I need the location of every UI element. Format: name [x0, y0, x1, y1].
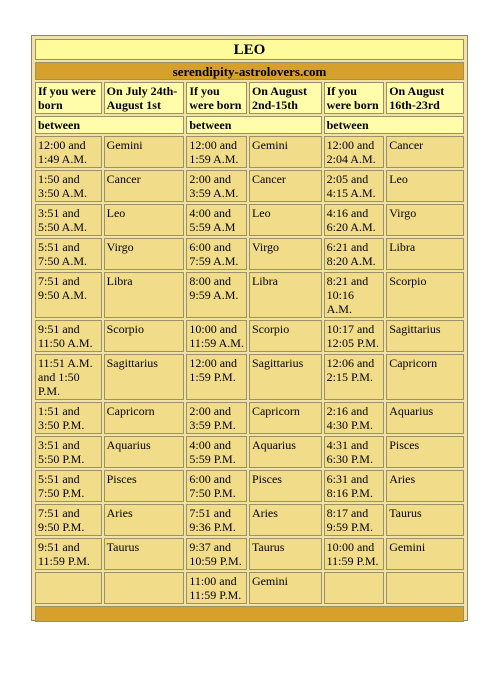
time-range-3 [324, 572, 385, 604]
header-period-3: On August 16th-23rd [386, 82, 464, 114]
sign-2: Taurus [249, 538, 322, 570]
sign-3: Libra [386, 238, 464, 270]
table-row [35, 170, 464, 202]
time-range-1: 12:00 and 1:49 A.M. [35, 136, 102, 168]
table-row [35, 470, 464, 502]
sign-2: Leo [249, 204, 322, 236]
table-row [35, 436, 464, 468]
time-range-2: 12:00 and 1:59 P.M. [186, 354, 247, 400]
time-range-3: 6:21 and 8:20 A.M. [324, 238, 385, 270]
sign-3: Aquarius [386, 402, 464, 434]
time-range-2: 4:00 and 5:59 P.M. [186, 436, 247, 468]
time-range-1: 3:51 and 5:50 P.M. [35, 436, 102, 468]
sign-2: Libra [249, 272, 322, 318]
time-range-2: 2:00 and 3:59 A.M. [186, 170, 247, 202]
sign-3: Cancer [386, 136, 464, 168]
time-range-1 [35, 572, 102, 604]
sign-2: Cancer [249, 170, 322, 202]
sign-3: Pisces [386, 436, 464, 468]
between-row [35, 116, 464, 134]
sign-2: Aquarius [249, 436, 322, 468]
time-range-3: 8:21 and 10:16 A.M. [324, 272, 385, 318]
sign-3: Sagittarius [386, 320, 464, 352]
sign-1: Leo [104, 204, 185, 236]
time-range-2: 6:00 and 7:50 P.M. [186, 470, 247, 502]
between-label-3: between [324, 116, 464, 134]
table-row [35, 204, 464, 236]
site-name: serendipity-astrolovers.com [35, 62, 464, 80]
table-row [35, 136, 464, 168]
sign-3: Aries [386, 470, 464, 502]
time-range-3: 8:17 and 9:59 P.M. [324, 504, 385, 536]
table-row [35, 320, 464, 352]
sign-1: Cancer [104, 170, 185, 202]
table-row [35, 504, 464, 536]
time-range-2: 11:00 and 11:59 P.M. [186, 572, 247, 604]
sign-3: Leo [386, 170, 464, 202]
header-born-3: If you were born [324, 82, 385, 114]
table-row [35, 402, 464, 434]
title-row [35, 39, 464, 60]
sign-1: Virgo [104, 238, 185, 270]
time-range-2: 6:00 and 7:59 A.M. [186, 238, 247, 270]
sign-3: Capricorn [386, 354, 464, 400]
footer-row [35, 606, 464, 622]
sign-2: Sagittarius [249, 354, 322, 400]
sign-3: Virgo [386, 204, 464, 236]
between-label-2: between [186, 116, 321, 134]
sign-1: Aries [104, 504, 185, 536]
site-row [35, 62, 464, 80]
header-row [35, 82, 464, 114]
sign-2: Virgo [249, 238, 322, 270]
time-range-3: 10:17 and 12:05 P.M. [324, 320, 385, 352]
time-range-3: 10:00 and 11:59 P.M. [324, 538, 385, 570]
footer-bar [35, 606, 464, 622]
sign-1: Capricorn [104, 402, 185, 434]
header-period-2: On August 2nd-15th [249, 82, 322, 114]
time-range-3: 4:31 and 6:30 P.M. [324, 436, 385, 468]
time-range-2: 4:00 and 5:59 A.M [186, 204, 247, 236]
time-range-2: 2:00 and 3:59 P.M. [186, 402, 247, 434]
table-row [35, 538, 464, 570]
table-row [35, 238, 464, 270]
time-range-1: 1:50 and 3:50 A.M. [35, 170, 102, 202]
table-row [35, 572, 464, 604]
table-title: LEO [35, 39, 464, 60]
between-label-1: between [35, 116, 184, 134]
sign-3 [386, 572, 464, 604]
sign-2: Gemini [249, 136, 322, 168]
time-range-1: 9:51 and 11:59 P.M. [35, 538, 102, 570]
header-born-1: If you were born [35, 82, 102, 114]
sign-1: Gemini [104, 136, 185, 168]
sign-2: Gemini [249, 572, 322, 604]
sign-3: Gemini [386, 538, 464, 570]
sign-1 [104, 572, 185, 604]
sign-2: Pisces [249, 470, 322, 502]
time-range-3: 12:00 and 2:04 A.M. [324, 136, 385, 168]
time-range-1: 9:51 and 11:50 A.M. [35, 320, 102, 352]
time-range-1: 1:51 and 3:50 P.M. [35, 402, 102, 434]
time-range-3: 2:16 and 4:30 P.M. [324, 402, 385, 434]
sign-3: Scorpio [386, 272, 464, 318]
leo-rising-sign-table [33, 37, 466, 624]
sign-1: Sagittarius [104, 354, 185, 400]
time-range-2: 7:51 and 9:36 P.M. [186, 504, 247, 536]
header-period-1: On July 24th-August 1st [104, 82, 185, 114]
time-range-1: 11:51 A.M. and 1:50 P.M. [35, 354, 102, 400]
time-range-2: 10:00 and 11:59 A.M. [186, 320, 247, 352]
sign-2: Scorpio [249, 320, 322, 352]
sign-2: Capricorn [249, 402, 322, 434]
time-range-2: 9:37 and 10:59 P.M. [186, 538, 247, 570]
sign-1: Scorpio [104, 320, 185, 352]
sign-1: Aquarius [104, 436, 185, 468]
sign-1: Pisces [104, 470, 185, 502]
sign-1: Taurus [104, 538, 185, 570]
time-range-2: 8:00 and 9:59 A.M. [186, 272, 247, 318]
time-range-1: 3:51 and 5:50 A.M. [35, 204, 102, 236]
sign-2: Aries [249, 504, 322, 536]
time-range-1: 5:51 and 7:50 P.M. [35, 470, 102, 502]
time-range-2: 12:00 and 1:59 A.M. [186, 136, 247, 168]
time-range-1: 7:51 and 9:50 P.M. [35, 504, 102, 536]
time-range-3: 12:06 and 2:15 P.M. [324, 354, 385, 400]
table-row [35, 354, 464, 400]
time-range-3: 4:16 and 6:20 A.M. [324, 204, 385, 236]
sign-1: Libra [104, 272, 185, 318]
header-born-2: If you were born [186, 82, 247, 114]
time-range-3: 6:31 and 8:16 P.M. [324, 470, 385, 502]
table-row [35, 272, 464, 318]
time-range-1: 7:51 and 9:50 A.M. [35, 272, 102, 318]
time-range-3: 2:05 and 4:15 A.M. [324, 170, 385, 202]
sign-3: Taurus [386, 504, 464, 536]
time-range-1: 5:51 and 7:50 A.M. [35, 238, 102, 270]
